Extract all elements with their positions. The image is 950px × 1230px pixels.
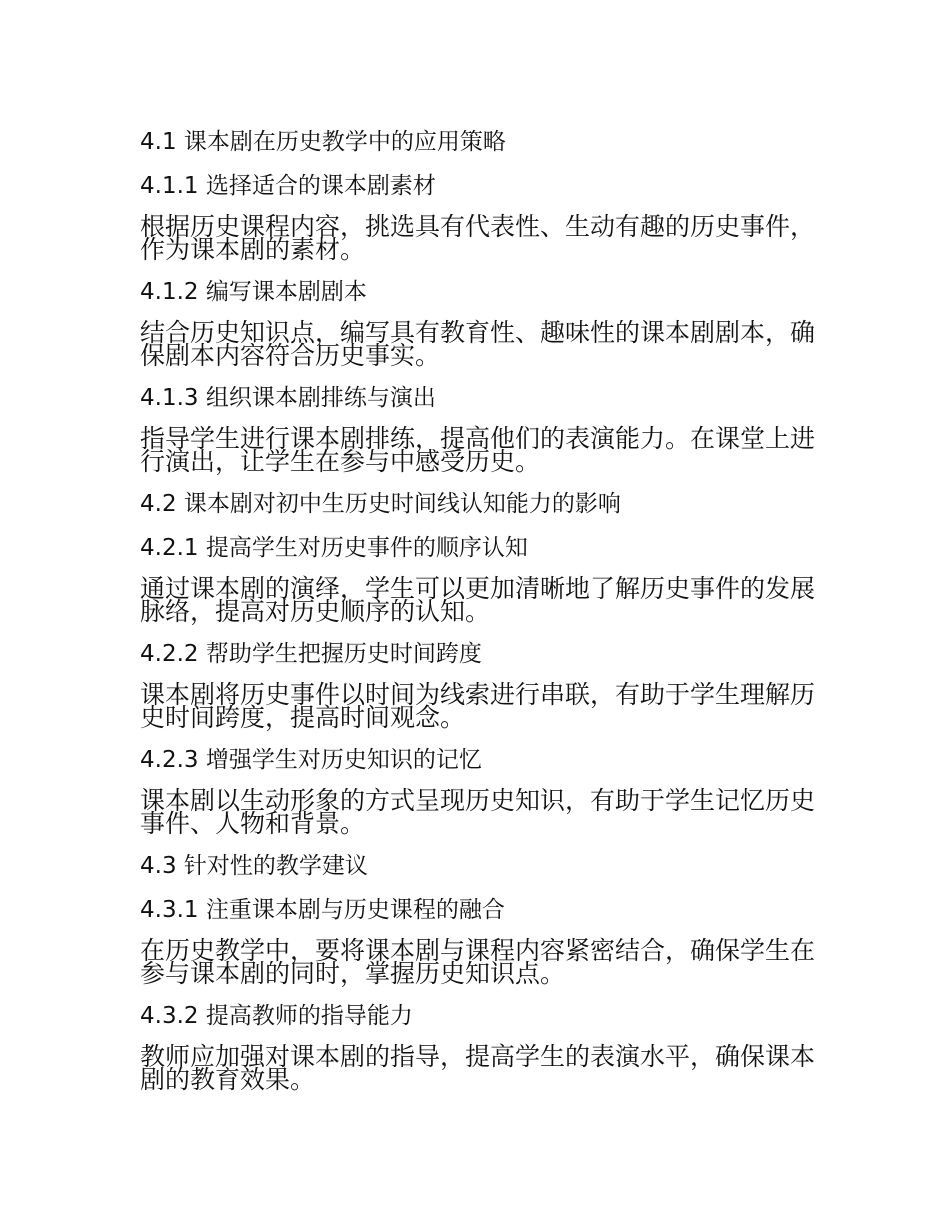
section-heading: 4.3 针对性的教学建议 — [140, 853, 368, 879]
paragraph-line: 参与课本剧的同时，掌握历史知识点。 — [140, 959, 566, 988]
paragraph-line: 作为课本剧的素材。 — [140, 235, 366, 264]
paragraph-line: 脉络，提高对历史顺序的认知。 — [140, 597, 491, 626]
paragraph — [140, 786, 820, 838]
paragraph-line: 通过课本剧的演绎，学生可以更加清晰地了解历史事件的发展 — [140, 574, 816, 603]
paragraph-line: 根据历史课程内容，挑选具有代表性、生动有趣的历史事件， — [140, 212, 816, 241]
paragraph-line: 课本剧以生动形象的方式呈现历史知识，有助于学生记忆历史 — [140, 786, 816, 815]
subsection-heading: 4.2.1 提高学生对历史事件的顺序认知 — [140, 535, 528, 561]
paragraph-line: 史时间跨度，提高时间观念。 — [140, 703, 466, 732]
paragraph-line: 教师应加强对课本剧的指导，提高学生的表演水平，确保课本 — [140, 1042, 816, 1071]
paragraph-line: 结合历史知识点，编写具有教育性、趣味性的课本剧剧本，确 — [140, 318, 816, 347]
subsection-heading: 4.2.2 帮助学生把握历史时间跨度 — [140, 641, 482, 667]
paragraph-line: 行演出，让学生在参与中感受历史。 — [140, 447, 541, 476]
paragraph-line: 剧的教育效果。 — [140, 1065, 316, 1094]
paragraph — [140, 936, 820, 988]
subsection-heading: 4.1.1 选择适合的课本剧素材 — [140, 173, 436, 199]
subsection-heading: 4.1.2 编写课本剧剧本 — [140, 279, 367, 305]
paragraph-line: 课本剧将历史事件以时间为线索进行串联，有助于学生理解历 — [140, 680, 816, 709]
paragraph — [140, 212, 820, 264]
paragraph-line: 指导学生进行课本剧排练，提高他们的表演能力。在课堂上进 — [140, 424, 816, 453]
paragraph — [140, 574, 820, 626]
section-heading: 4.1 课本剧在历史教学中的应用策略 — [140, 129, 506, 155]
paragraph-line: 在历史教学中，要将课本剧与课程内容紧密结合，确保学生在 — [140, 936, 816, 965]
subsection-heading: 4.3.2 提高教师的指导能力 — [140, 1003, 413, 1029]
paragraph-line: 保剧本内容符合历史事实。 — [140, 341, 441, 370]
subsection-heading: 4.1.3 组织课本剧排练与演出 — [140, 385, 436, 411]
document-body — [140, 127, 820, 1107]
subsection-heading: 4.3.1 注重课本剧与历史课程的融合 — [140, 897, 505, 923]
paragraph — [140, 318, 820, 370]
paragraph — [140, 680, 820, 732]
paragraph — [140, 1042, 820, 1094]
paragraph-line: 事件、人物和背景。 — [140, 809, 366, 838]
paragraph — [140, 424, 820, 476]
section-heading: 4.2 课本剧对初中生历史时间线认知能力的影响 — [140, 491, 621, 517]
subsection-heading: 4.2.3 增强学生对历史知识的记忆 — [140, 747, 482, 773]
